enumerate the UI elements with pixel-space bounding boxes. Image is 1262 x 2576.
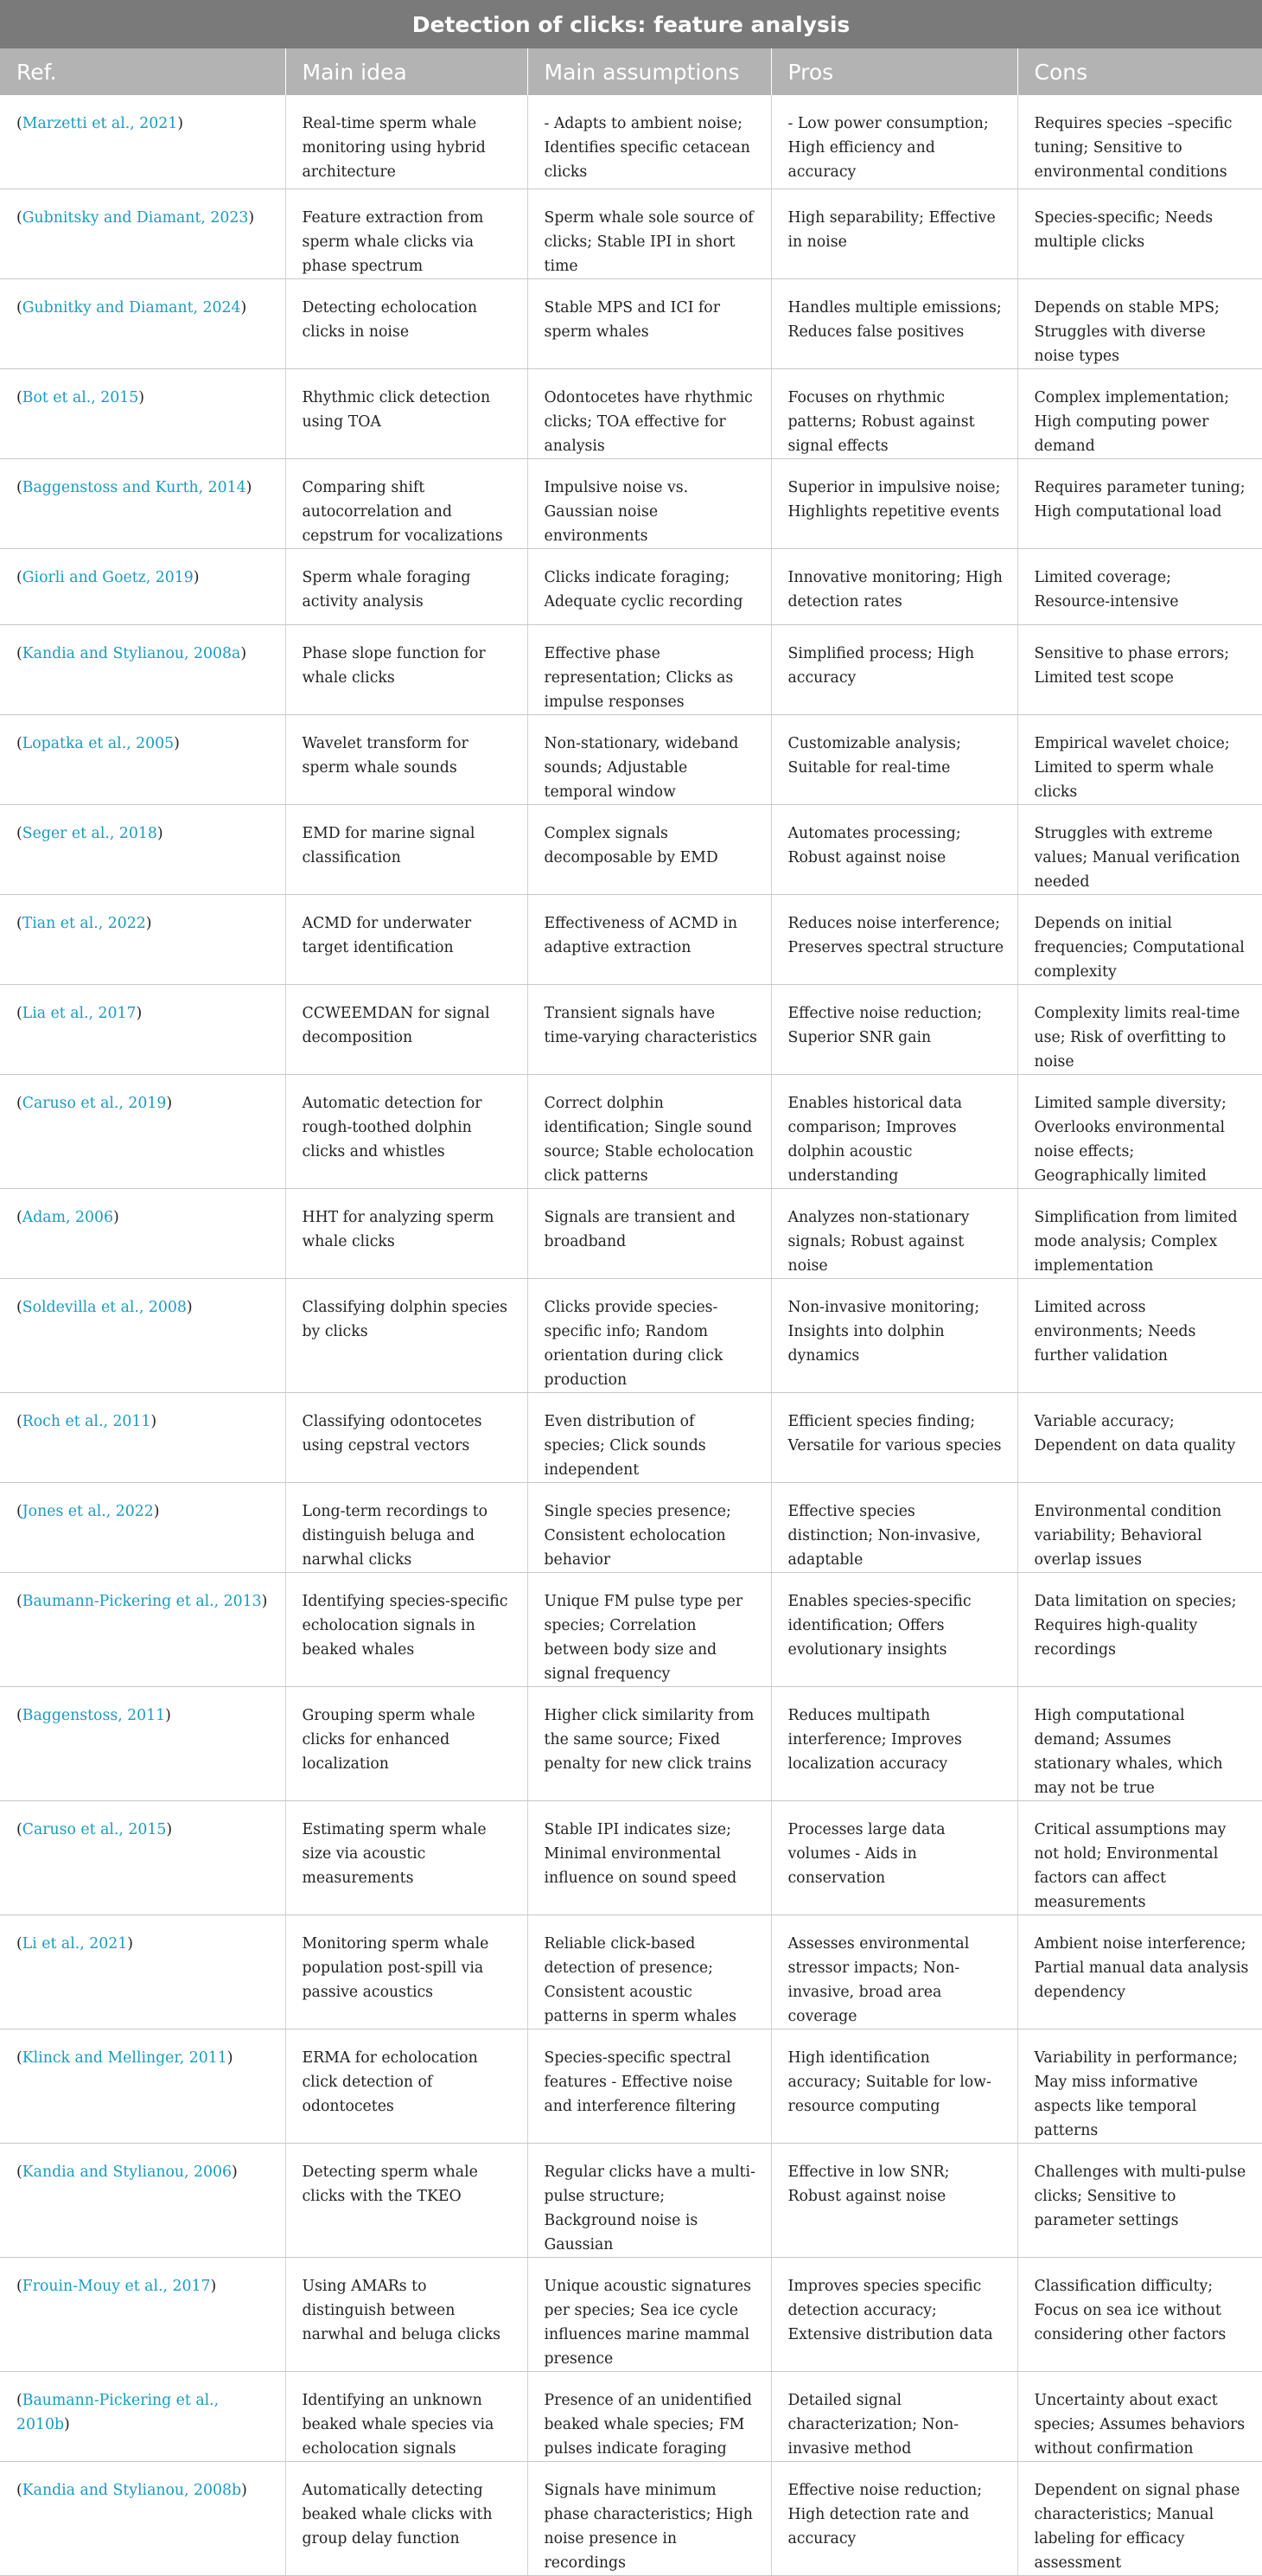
main-idea-cell: Detecting sperm whale clicks with the TKEO	[285, 2143, 527, 2257]
table-row	[0, 458, 1262, 548]
ref-cell: (Marzetti et al., 2021)	[0, 95, 285, 189]
table-row	[0, 1074, 1262, 1188]
main-idea-cell: Detecting echolocation clicks in noise	[285, 278, 527, 368]
cons-cell: Depends on initial frequencies; Computational complexity	[1017, 894, 1262, 984]
assumptions-cell: - Adapts to ambient noise; Identifies specific cetacean clicks	[527, 95, 771, 189]
main-idea-cell: Automatically detecting beaked whale clicks with group delay function	[285, 2461, 527, 2575]
table-row	[0, 1278, 1262, 1392]
assumptions-cell: Signals have minimum phase characteristics; High noise presence in recordings	[527, 2461, 771, 2575]
cons-cell: Challenges with multi-pulse clicks; Sensitive to parameter settings	[1017, 2143, 1262, 2257]
ref-cell: (Caruso et al., 2015)	[0, 1800, 285, 1914]
ref-cell: (Tian et al., 2022)	[0, 894, 285, 984]
column-header-pros: Pros	[771, 48, 1017, 95]
main-idea-cell: Feature extraction from sperm whale clicks via phase spectrum	[285, 189, 527, 278]
pros-cell: Focuses on rhythmic patterns; Robust against signal effects	[771, 368, 1017, 458]
table-row	[0, 2143, 1262, 2257]
pros-cell: Handles multiple emissions; Reduces false positives	[771, 278, 1017, 368]
main-idea-cell: Automatic detection for rough-toothed dolphin clicks and whistles	[285, 1074, 527, 1188]
table-row	[0, 804, 1262, 894]
ref-cell: (Adam, 2006)	[0, 1188, 285, 1278]
table-row	[0, 894, 1262, 984]
table-body	[0, 95, 1262, 2575]
table-row	[0, 1482, 1262, 1572]
ref-cell: (Jones et al., 2022)	[0, 1482, 285, 1572]
cons-cell: Sensitive to phase errors; Limited test scope	[1017, 624, 1262, 714]
assumptions-cell: Even distribution of species; Click sounds independent	[527, 1392, 771, 1482]
reference-link[interactable]: Marzetti et al., 2021	[22, 115, 178, 132]
reference-link[interactable]: Frouin-Mouy et al., 2017	[22, 2277, 211, 2295]
assumptions-cell: Unique acoustic signatures per species; Sea ice cycle influences marine mammal presence	[527, 2257, 771, 2371]
cons-cell: Requires parameter tuning; High computational load	[1017, 458, 1262, 548]
column-header-ref: Ref.	[0, 48, 285, 95]
ref-cell: (Soldevilla et al., 2008)	[0, 1278, 285, 1392]
reference-link[interactable]: Baggenstoss, 2011	[22, 1706, 166, 1724]
pros-cell: Reduces multipath interference; Improves localization accuracy	[771, 1686, 1017, 1800]
reference-link[interactable]: Klinck and Mellinger, 2011	[22, 2049, 227, 2067]
assumptions-cell: Higher click similarity from the same source; Fixed penalty for new click trains	[527, 1686, 771, 1800]
assumptions-cell: Clicks indicate foraging; Adequate cyclic recording	[527, 548, 771, 624]
cons-cell: Variable accuracy; Dependent on data quality	[1017, 1392, 1262, 1482]
cons-cell: Dependent on signal phase characteristics; Manual labeling for efficacy assessment	[1017, 2461, 1262, 2575]
assumptions-cell: Reliable click-based detection of presence; Consistent acoustic patterns in sperm whales	[527, 1914, 771, 2029]
assumptions-cell: Impulsive noise vs. Gaussian noise environments	[527, 458, 771, 548]
reference-link[interactable]: Adam, 2006	[22, 1208, 113, 1226]
assumptions-cell: Non-stationary, wideband sounds; Adjustable temporal window	[527, 714, 771, 804]
assumptions-cell: Odontocetes have rhythmic clicks; TOA effective for analysis	[527, 368, 771, 458]
table-title: Detection of clicks: feature analysis	[0, 0, 1262, 48]
ref-cell: (Kandia and Stylianou, 2008a)	[0, 624, 285, 714]
cons-cell: Data limitation on species; Requires high-quality recordings	[1017, 1572, 1262, 1686]
table-row	[0, 548, 1262, 624]
title-row	[0, 0, 1262, 48]
main-idea-cell: ERMA for echolocation click detection of odontocetes	[285, 2029, 527, 2143]
ref-cell: (Frouin-Mouy et al., 2017)	[0, 2257, 285, 2371]
reference-link[interactable]: Gubnitsky and Diamant, 2023	[22, 208, 249, 227]
assumptions-cell: Regular clicks have a multi-pulse structure; Background noise is Gaussian	[527, 2143, 771, 2257]
pros-cell: Effective in low SNR; Robust against noise	[771, 2143, 1017, 2257]
ref-cell: (Klinck and Mellinger, 2011)	[0, 2029, 285, 2143]
pros-cell: Enables species-specific identification; Offers evolutionary insights	[771, 1572, 1017, 1686]
reference-link[interactable]: Caruso et al., 2015	[22, 1820, 167, 1838]
cons-cell: Depends on stable MPS; Struggles with diverse noise types	[1017, 278, 1262, 368]
pros-cell: Efficient species finding; Versatile for various species	[771, 1392, 1017, 1482]
assumptions-cell: Presence of an unidentified beaked whale species; FM pulses indicate foraging	[527, 2371, 771, 2461]
ref-cell: (Giorli and Goetz, 2019)	[0, 548, 285, 624]
ref-cell: (Baggenstoss and Kurth, 2014)	[0, 458, 285, 548]
table-row	[0, 95, 1262, 189]
ref-cell: (Gubnitky and Diamant, 2024)	[0, 278, 285, 368]
pros-cell: Analyzes non-stationary signals; Robust against noise	[771, 1188, 1017, 1278]
pros-cell: Effective noise reduction; High detection rate and accuracy	[771, 2461, 1017, 2575]
assumptions-cell: Correct dolphin identification; Single sound source; Stable echolocation click patterns	[527, 1074, 771, 1188]
main-idea-cell: EMD for marine signal classification	[285, 804, 527, 894]
header-row	[0, 48, 1262, 95]
pros-cell: Processes large data volumes - Aids in conservation	[771, 1800, 1017, 1914]
column-header-cons: Cons	[1017, 48, 1262, 95]
main-idea-cell: Identifying an unknown beaked whale species via echolocation signals	[285, 2371, 527, 2461]
table-row	[0, 2257, 1262, 2371]
pros-cell: Effective species distinction; Non-invasive, adaptable	[771, 1482, 1017, 1572]
main-idea-cell: Grouping sperm whale clicks for enhanced localization	[285, 1686, 527, 1800]
assumptions-cell: Stable MPS and ICI for sperm whales	[527, 278, 771, 368]
ref-cell: (Seger et al., 2018)	[0, 804, 285, 894]
table-row	[0, 1800, 1262, 1914]
reference-link[interactable]: Baumann-Pickering et al., 2010b	[16, 2391, 220, 2433]
ref-cell: (Lopatka et al., 2005)	[0, 714, 285, 804]
pros-cell: Automates processing; Robust against noise	[771, 804, 1017, 894]
cons-cell: Species-specific; Needs multiple clicks	[1017, 189, 1262, 278]
pros-cell: Reduces noise interference; Preserves spectral structure	[771, 894, 1017, 984]
main-idea-cell: Classifying odontocetes using cepstral vectors	[285, 1392, 527, 1482]
ref-cell: (Kandia and Stylianou, 2008b)	[0, 2461, 285, 2575]
cons-cell: Complexity limits real-time use; Risk of overfitting to noise	[1017, 984, 1262, 1074]
cons-cell: Struggles with extreme values; Manual verification needed	[1017, 804, 1262, 894]
table-row	[0, 2461, 1262, 2575]
column-header-main-assumptions: Main assumptions	[527, 48, 771, 95]
reference-link[interactable]: Li et al., 2021	[22, 1934, 128, 1953]
pros-cell: Effective noise reduction; Superior SNR gain	[771, 984, 1017, 1074]
ref-cell: (Baumann-Pickering et al., 2013)	[0, 1572, 285, 1686]
reference-link[interactable]: Lia et al., 2017	[22, 1004, 137, 1022]
table-row	[0, 1914, 1262, 2029]
reference-link[interactable]: Gubnitky and Diamant, 2024	[22, 298, 241, 316]
ref-cell: (Baumann-Pickering et al., 2010b)	[0, 2371, 285, 2461]
reference-link[interactable]: Seger et al., 2018	[22, 824, 157, 842]
cons-cell: Uncertainty about exact species; Assumes behaviors without confirmation	[1017, 2371, 1262, 2461]
column-header-main-idea: Main idea	[285, 48, 527, 95]
cons-cell: Limited coverage; Resource-intensive	[1017, 548, 1262, 624]
assumptions-cell: Unique FM pulse type per species; Correlation between body size and signal frequency	[527, 1572, 771, 1686]
reference-link[interactable]: Kandia and Stylianou, 2008b	[22, 2481, 242, 2499]
cons-cell: Classification difficulty; Focus on sea ice without considering other factors	[1017, 2257, 1262, 2371]
table-row	[0, 1686, 1262, 1800]
pros-cell: Simplified process; High accuracy	[771, 624, 1017, 714]
main-idea-cell: CCWEEMDAN for signal decomposition	[285, 984, 527, 1074]
assumptions-cell: Stable IPI indicates size; Minimal environmental influence on sound speed	[527, 1800, 771, 1914]
reference-link[interactable]: Jones et al., 2022	[22, 1502, 154, 1520]
assumptions-cell: Transient signals have time-varying characteristics	[527, 984, 771, 1074]
assumptions-cell: Complex signals decomposable by EMD	[527, 804, 771, 894]
table-row	[0, 1188, 1262, 1278]
pros-cell: Customizable analysis; Suitable for real-time	[771, 714, 1017, 804]
main-idea-cell: Wavelet transform for sperm whale sounds	[285, 714, 527, 804]
cons-cell: Ambient noise interference; Partial manual data analysis dependency	[1017, 1914, 1262, 2029]
pros-cell: Improves species specific detection accuracy; Extensive distribution data	[771, 2257, 1017, 2371]
cons-cell: Simplification from limited mode analysis; Complex implementation	[1017, 1188, 1262, 1278]
table-row	[0, 1572, 1262, 1686]
reference-link[interactable]: Tian et al., 2022	[22, 914, 146, 932]
pros-cell: Non-invasive monitoring; Insights into dolphin dynamics	[771, 1278, 1017, 1392]
assumptions-cell: Single species presence; Consistent echolocation behavior	[527, 1482, 771, 1572]
assumptions-cell: Sperm whale sole source of clicks; Stable IPI in short time	[527, 189, 771, 278]
cons-cell: Variability in performance; May miss informative aspects like temporal patterns	[1017, 2029, 1262, 2143]
assumptions-cell: Species-specific spectral features - Effective noise and interference filtering	[527, 2029, 771, 2143]
assumptions-cell: Effective phase representation; Clicks as impulse responses	[527, 624, 771, 714]
cons-cell: Requires species –specific tuning; Sensitive to environmental conditions	[1017, 95, 1262, 189]
table-row	[0, 278, 1262, 368]
ref-cell: (Li et al., 2021)	[0, 1914, 285, 2029]
ref-cell: (Lia et al., 2017)	[0, 984, 285, 1074]
ref-cell: (Baggenstoss, 2011)	[0, 1686, 285, 1800]
reference-link[interactable]: Bot et al., 2015	[22, 388, 139, 406]
reference-link[interactable]: Kandia and Stylianou, 2008a	[22, 644, 241, 662]
cons-cell: Limited sample diversity; Overlooks environmental noise effects; Geographically limited	[1017, 1074, 1262, 1188]
table-row	[0, 714, 1262, 804]
reference-link[interactable]: Soldevilla et al., 2008	[22, 1298, 187, 1316]
reference-link[interactable]: Giorli and Goetz, 2019	[22, 568, 194, 586]
pros-cell: Innovative monitoring; High detection rates	[771, 548, 1017, 624]
table-row	[0, 1392, 1262, 1482]
ref-cell: (Caruso et al., 2019)	[0, 1074, 285, 1188]
ref-cell: (Roch et al., 2011)	[0, 1392, 285, 1482]
assumptions-cell: Signals are transient and broadband	[527, 1188, 771, 1278]
cons-cell: Empirical wavelet choice; Limited to sperm whale clicks	[1017, 714, 1262, 804]
cons-cell: Environmental condition variability; Behavioral overlap issues	[1017, 1482, 1262, 1572]
pros-cell: Assesses environmental stressor impacts; Non-invasive, broad area coverage	[771, 1914, 1017, 2029]
cons-cell: High computational demand; Assumes stationary whales, which may not be true	[1017, 1686, 1262, 1800]
main-idea-cell: Comparing shift autocorrelation and cepstrum for vocalizations	[285, 458, 527, 548]
ref-cell: (Gubnitsky and Diamant, 2023)	[0, 189, 285, 278]
pros-cell: Superior in impulsive noise; Highlights repetitive events	[771, 458, 1017, 548]
reference-link[interactable]: Kandia and Stylianou, 2006	[22, 2163, 232, 2181]
reference-link[interactable]: Baggenstoss and Kurth, 2014	[22, 478, 246, 496]
cons-cell: Complex implementation; High computing power demand	[1017, 368, 1262, 458]
reference-link[interactable]: Lopatka et al., 2005	[22, 734, 175, 752]
assumptions-cell: Effectiveness of ACMD in adaptive extraction	[527, 894, 771, 984]
main-idea-cell: Identifying species-specific echolocation signals in beaked whales	[285, 1572, 527, 1686]
pros-cell: - Low power consumption; High efficiency and accuracy	[771, 95, 1017, 189]
pros-cell: Enables historical data comparison; Improves dolphin acoustic understanding	[771, 1074, 1017, 1188]
pros-cell: High identification accuracy; Suitable for low-resource computing	[771, 2029, 1017, 2143]
pros-cell: Detailed signal characterization; Non-invasive method	[771, 2371, 1017, 2461]
main-idea-cell: Rhythmic click detection using TOA	[285, 368, 527, 458]
table-row	[0, 189, 1262, 278]
ref-cell: (Kandia and Stylianou, 2006)	[0, 2143, 285, 2257]
assumptions-cell: Clicks provide species-specific info; Random orientation during click production	[527, 1278, 771, 1392]
main-idea-cell: Real-time sperm whale monitoring using hybrid architecture	[285, 95, 527, 189]
table-row	[0, 984, 1262, 1074]
main-idea-cell: ACMD for underwater target identification	[285, 894, 527, 984]
main-idea-cell: Sperm whale foraging activity analysis	[285, 548, 527, 624]
main-idea-cell: Classifying dolphin species by clicks	[285, 1278, 527, 1392]
main-idea-cell: Monitoring sperm whale population post-spill via passive acoustics	[285, 1914, 527, 2029]
cons-cell: Limited across environments; Needs further validation	[1017, 1278, 1262, 1392]
table-row	[0, 2371, 1262, 2461]
table-row	[0, 2029, 1262, 2143]
reference-link[interactable]: Caruso et al., 2019	[22, 1094, 167, 1112]
table-row	[0, 624, 1262, 714]
table-row	[0, 368, 1262, 458]
main-idea-cell: Phase slope function for whale clicks	[285, 624, 527, 714]
main-idea-cell: Long-term recordings to distinguish beluga and narwhal clicks	[285, 1482, 527, 1572]
reference-link[interactable]: Roch et al., 2011	[22, 1412, 151, 1430]
reference-link[interactable]: Baumann-Pickering et al., 2013	[22, 1592, 262, 1610]
main-idea-cell: Using AMARs to distinguish between narwhal and beluga clicks	[285, 2257, 527, 2371]
pros-cell: High separability; Effective in noise	[771, 189, 1017, 278]
ref-cell: (Bot et al., 2015)	[0, 368, 285, 458]
cons-cell: Critical assumptions may not hold; Environmental factors can affect measurements	[1017, 1800, 1262, 1914]
main-idea-cell: Estimating sperm whale size via acoustic measurements	[285, 1800, 527, 1914]
main-idea-cell: HHT for analyzing sperm whale clicks	[285, 1188, 527, 1278]
